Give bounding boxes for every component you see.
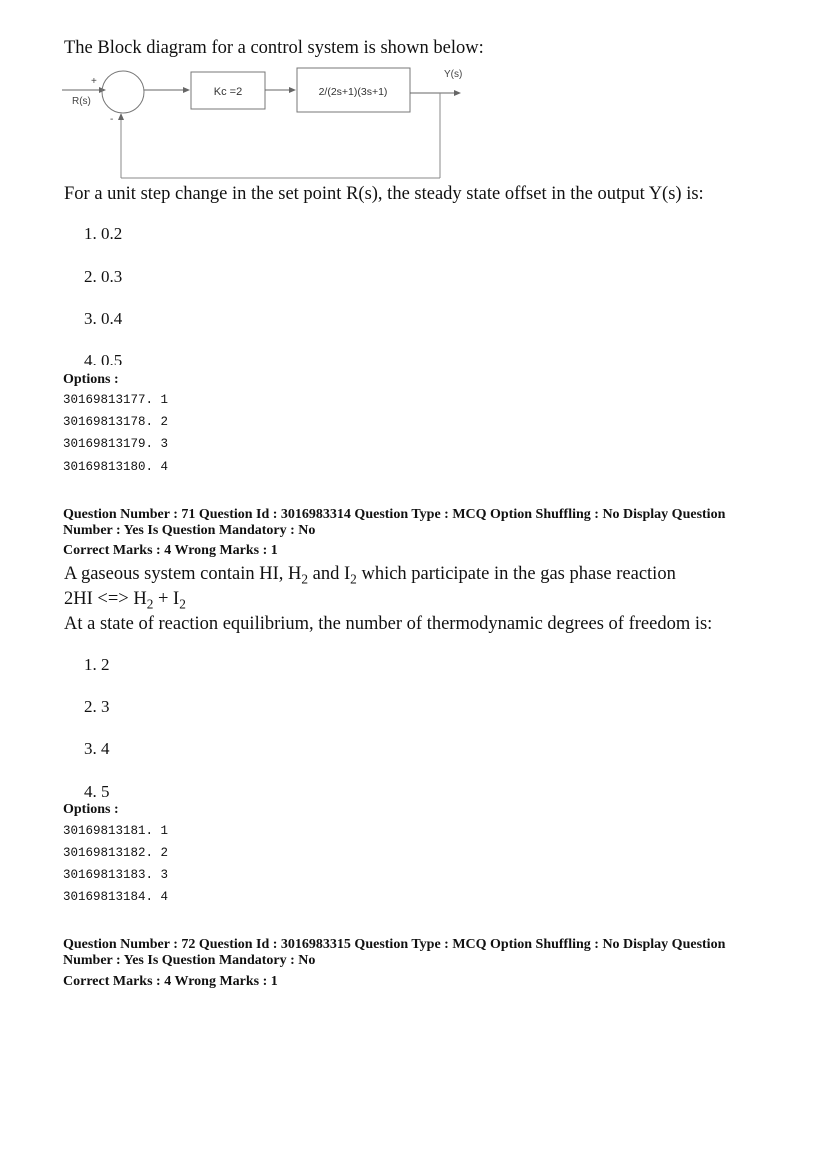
q70-choice-3: 3. 0.4 [84, 309, 123, 328]
q71-option-id-3: 30169813183. 3 [63, 868, 169, 882]
q71-choice-2: 2. 3 [84, 697, 110, 716]
q71-meta [63, 507, 783, 539]
input-label: R(s) [72, 96, 91, 107]
q71-options-label: Options : [63, 802, 119, 817]
q71-line2-sub2: 2 [179, 596, 186, 612]
q72-marks: Correct Marks : 4 Wrong Marks : 1 [63, 974, 278, 989]
q71-meta-line1: Question Number : 71 Question Id : 3016983314 Question Type : MCQ Option Shuffling : No Display Question [63, 507, 726, 522]
q72-meta-line2: Number : Yes Is Question Mandatory : No [63, 953, 316, 968]
q70-choice-4: 4. 0.5 [84, 351, 123, 365]
q71-line2 [64, 589, 186, 610]
q71-option-id-4: 30169813184. 4 [63, 890, 169, 904]
q71-line2-text-b: + I [153, 589, 180, 609]
q70-intro: The Block diagram for a control system is shown below: [64, 38, 484, 58]
summing-junction [102, 71, 144, 113]
q71-line1-sub2: 2 [350, 571, 357, 587]
q71-line1-text-a: A gaseous system contain HI, H [64, 564, 302, 584]
q70-choice-2: 2. 0.3 [84, 267, 123, 286]
process-label: 2/(2s+1)(3s+1) [318, 86, 388, 98]
q71-line3: At a state of reaction equilibrium, the number of thermodynamic degrees of freedom is: [64, 614, 713, 634]
q71-line1-text-c: which participate in the gas phase reaction [356, 564, 676, 584]
controller-label: Kc =2 [213, 86, 243, 98]
q71-meta-line2: Number : Yes Is Question Mandatory : No [63, 523, 316, 538]
q70-option-id-4: 30169813180. 4 [63, 460, 169, 474]
q71-option-id-1: 30169813181. 1 [63, 824, 169, 838]
block-diagram [60, 60, 480, 185]
q70-choice-1: 1. 0.2 [84, 224, 123, 243]
q71-line1-text-b: and I [308, 564, 351, 584]
minus-sign: - [110, 114, 114, 125]
q71-line2-sub1: 2 [146, 596, 154, 612]
q70-option-id-3: 30169813179. 3 [63, 437, 169, 451]
q72-meta-line1: Question Number : 72 Question Id : 3016983315 Question Type : MCQ Option Shuffling : No Display Question [63, 937, 726, 952]
q70-question: For a unit step change in the set point R(s), the steady state offset in the output Y(s) is: [64, 184, 704, 204]
q70-options-label: Options : [63, 372, 119, 387]
q71-choice-4: 4. 5 [84, 782, 110, 801]
output-label: Y(s) [444, 69, 463, 80]
q70-option-id-2: 30169813178. 2 [63, 415, 169, 429]
q71-line1-sub1: 2 [301, 571, 309, 587]
q72-meta [63, 937, 783, 969]
q71-marks: Correct Marks : 4 Wrong Marks : 1 [63, 543, 278, 558]
q71-line2-text-a: 2HI <=> H [64, 589, 147, 609]
q71-choice-1: 1. 2 [84, 655, 110, 674]
q70-option-id-1: 30169813177. 1 [63, 393, 169, 407]
plus-sign: + [91, 76, 97, 87]
q71-option-id-2: 30169813182. 2 [63, 846, 169, 860]
q71-choice-3: 3. 4 [84, 739, 110, 758]
q71-line1 [64, 564, 676, 585]
